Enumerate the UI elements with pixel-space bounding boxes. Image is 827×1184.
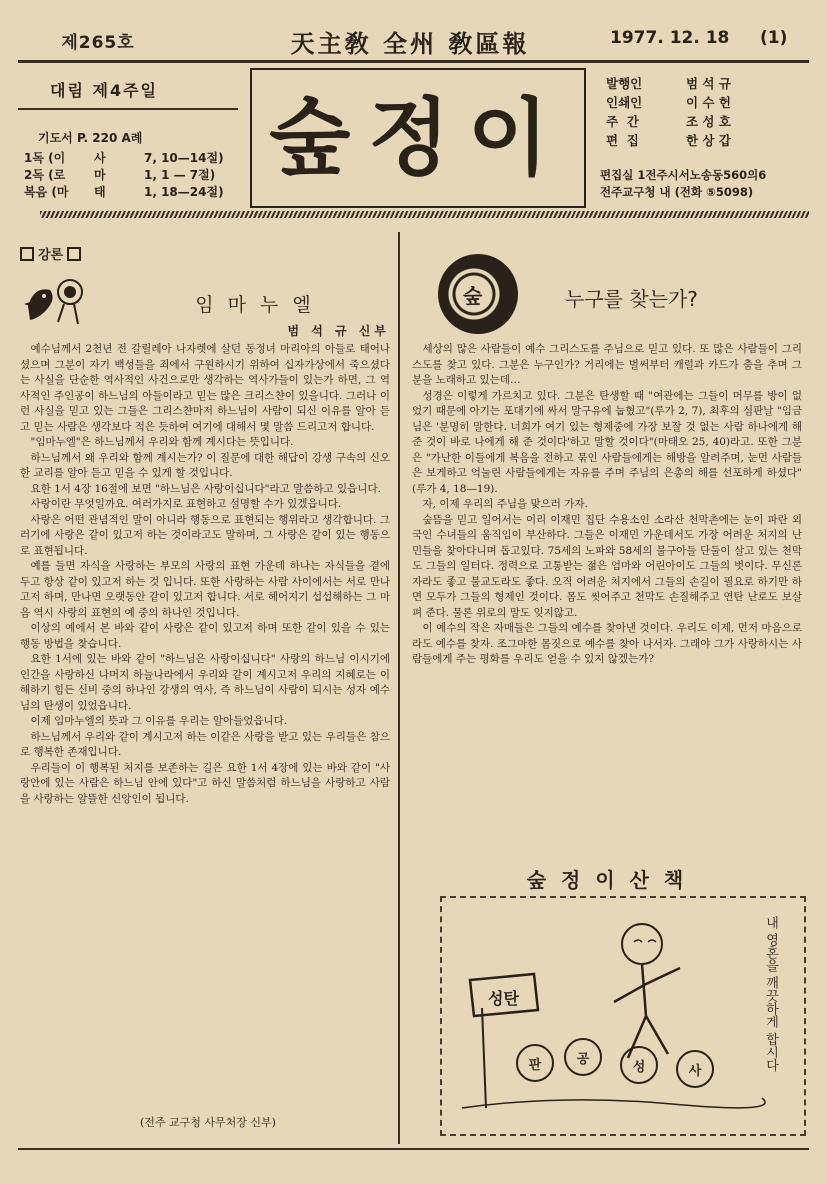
staff-row: [606, 131, 806, 150]
cartoon-sign: 성탄: [488, 989, 519, 1008]
stepping-stone: 공: [564, 1038, 602, 1076]
staff-row: [606, 112, 806, 131]
column-body: [412, 342, 802, 848]
paragraph: 요한 1서 4장 16절에 보면 "하느님은 사랑이십니다"라고 말씀하고 있읍니다.: [30, 482, 381, 495]
paragraph: 예를 들면 자식을 사랑하는 부모의 사랑의 표현 가운데 하나는 자식들을 곁에 두고 항상 같이 있고저 하는 것 입니다. 또한 사랑하는 사람 사이에서는 서로 만나고저 하며, 만나면 오랫동안 같이 있고저 합니다. 서로 헤어지기 섭섭해하는 그 마음 역시 사랑의 표현의 예 중의 하나인 것입니다.: [20, 560, 390, 619]
reading-row: [24, 150, 244, 167]
reading-label: 복음 (마: [24, 185, 69, 199]
reading-label: 2독 (로: [24, 168, 66, 182]
staff-row: [606, 93, 806, 112]
prayer-book-ref: 기도서 P. 220 A례: [38, 131, 143, 145]
stepping-stone: 사: [676, 1050, 714, 1088]
paragraph: 세상의 많은 사람들이 예수 그리스도를 주님으로 믿고 있다. 또 많은 사람들이 그리스도를 찾고 있다. 그분은 누구인가? 거리에는 벌써부터 캐럴과 카드가 춤을 추며 그분을 노래하고 있는데…: [412, 343, 802, 386]
liturgical-week: 대림 제4주일: [50, 81, 158, 100]
title-logo: 숲정이: [269, 89, 567, 187]
reading-ref: 1, 18—24절): [144, 185, 224, 199]
paragraph: 요한 1서에 있는 바와 같이 "하느님은 사랑이십니다" 사랑의 하느님 이시기에 인간을 사랑하신 나머지 하늘나라에서 우리와 같이 계시고저 우리의 지혜로는 이해하기 힘든 신비 중의 하나인 강생의 역사, 즉 하느님이 사람이 되시는 성자 예수님의 탄생이 있었읍니다.: [20, 653, 390, 712]
reading-book: 사: [94, 151, 106, 165]
reading-label: 1독 (이: [24, 151, 66, 165]
header-hatch-rule: [40, 211, 809, 218]
stepping-stone: 성: [620, 1046, 658, 1084]
reading-ref: 7, 10—14절): [144, 151, 224, 165]
column-badge-text: 숲: [463, 284, 483, 308]
editorial-body: [20, 342, 390, 1112]
reading-row: [24, 167, 244, 184]
column-title: 누구를 찾는가?: [565, 287, 698, 311]
week-rule: [18, 108, 238, 110]
box-icon: [20, 247, 34, 261]
paper-name: 天主敎 全州 敎區報: [290, 30, 530, 58]
paragraph: 사랑은 어떤 관념적인 말이 아니라 행동으로 표현되는 행위라고 생각합니다. 그러기에 사랑은 같이 있고저 하는 것이라고도 말하며, 그 사랑은 같이 있는 행동으로 표현됩니다.: [20, 513, 390, 557]
section-label: [20, 244, 81, 263]
reading-ref: 1, 1 — 7절): [144, 168, 216, 182]
paragraph: 이 예수의 작은 자매들은 그들의 예수를 찾아낸 것이다. 우리도 이제, 먼저 마음으로라도 예수를 찾자. 조그마한 몸짓으로 예수를 찾아 나서자. 그래야 그가 사랑하시는 사람들에게 주는 평화를 우리도 얻을 수 있지 않겠는가?: [412, 622, 802, 665]
cartoon-title: 숲 정 이 산 책: [526, 868, 688, 892]
paragraph: 하느님께서 왜 우리와 함께 계시는가? 이 질문에 대한 해답이 강생 구속의 신오한 교리를 알아 듣고 믿을 수 있게 할 것입니다.: [20, 451, 390, 479]
staff-name: 범 석 규: [686, 76, 731, 91]
reading-book: 마: [94, 168, 106, 182]
paragraph: 이상의 예에서 본 바와 같이 사랑은 같이 있고저 하며 또한 같이 있을 수 있는 행동 방법을 찾습니다.: [20, 622, 390, 650]
editorial-author: 범 석 규 신부: [287, 324, 390, 338]
office-phone: 전주교구청 내 (전화 ⑤5098): [600, 185, 754, 199]
cartoon-frame: [440, 896, 806, 1136]
paragraph: 하느님께서 우리와 같이 계시고저 하는 이같은 사랑을 받고 있는 우리들은 참으로 행복한 존재입니다.: [20, 730, 390, 758]
staff-role: 편 집: [606, 133, 639, 148]
page-number: (1): [760, 28, 788, 48]
column-badge: [438, 254, 518, 334]
paragraph: 예수님께서 2천년 전 갈릴레아 나자렛에 살던 동정녀 마리아의 아들로 태어나셨으며 그분이 자기 백성들을 죄에서 구원하시기 위하여 십자가상에서 죽으셨다는 사실을 단순한 역사적인 사건으로만 생각하는 역사가들이 있는가 하면, 그 역사적인 주인공이 하느님의 아들이라고 믿는 많은 크리스챤이 있을니다. 그러나 이런 사실을 믿고 있는 그들은 그리스챤마저 하느님이 사람이 되신 이유를 알아 듣고 믿는 사람은 생각보다 적은 듯하여 여기에 대해서 몇 말씀 드리고저 합니다.: [20, 343, 390, 433]
reading-row: [24, 184, 244, 201]
staff-list: [606, 74, 806, 150]
paragraph: "임마누엘"은 하느님께서 우리와 함께 계시다는 뜻입니다.: [30, 436, 294, 448]
title-logo-box: [250, 68, 586, 208]
editorial-signature: (전주 교구청 사무처장 신부): [140, 1116, 276, 1129]
paragraph: 숲뜸을 믿고 일어서는 이리 이재민 집단 수용소인 소라산 천막촌에는 눈이 파란 외국인 수녀들의 움직임이 부산하다. 그들은 이재민 가운데서도 가장 어려운 처지의 난민들을 찾아다니며 돕고있다. 75세의 노파와 58세의 불구아들 단둘이 살고 있는 천막도 그들의 일터다. 정력으로 고통받는 젊은 엄마와 어린아이도 그들의 벗이다. 무신론자라도 좋고 불교도라도 좋다. 오직 어려운 처지에서 그들의 손길이 필요로 하기만 하면 모두가 그들의 형제인 것이다. 몸도 씻어주고 천막도 손질해주고 연탄 난로도 보살펴 준다. 물론 위로의 말도 잊지않고.: [412, 513, 802, 619]
staff-role: 인쇄인: [606, 95, 643, 110]
staff-name: 조 성 호: [686, 114, 731, 129]
staff-name: 이 수 헌: [686, 95, 731, 110]
editorial-title: 임 마 누 엘: [195, 294, 315, 316]
paragraph: 우리들이 이 행복된 처지를 보존하는 길은 요한 1서 4장에 있는 바와 같이 "사랑안에 있는 사람은 하느님 안에 있다"고 하신 말씀처럼 하느님을 사랑하고 사람을 사랑하는 알뜰한 신앙인이 됩니다.: [20, 761, 390, 805]
issue-number: 제265호: [61, 33, 135, 53]
cartoon-caption: 내 영혼을 깨끗하게 합시다: [763, 916, 778, 1072]
readings-table: [24, 150, 244, 201]
paragraph: 자, 이제 우리의 주님을 맞으러 가자.: [422, 498, 588, 510]
staff-role: 발행인: [606, 76, 643, 91]
box-icon: [67, 247, 81, 261]
office-address: 편집실 1전주시서노송동560의6: [600, 168, 767, 182]
staff-role: 주 간: [606, 114, 639, 129]
bottom-rule: [18, 1148, 809, 1150]
issue-date: 1977. 12. 18: [610, 28, 730, 48]
staff-name: 한 상 갑: [686, 133, 731, 148]
staff-row: [606, 74, 806, 93]
paragraph: 이제 임마누엘의 뜻과 그 이유를 우리는 알아들었읍니다.: [30, 715, 288, 727]
masthead-rule: [18, 60, 809, 63]
paragraph: 성경은 이렇게 가르치고 있다. 그분은 탄생할 때 "여관에는 그들이 머무를 방이 없었기 때문에 아기는 포대기에 싸서 말구유에 눕혔고"(루가 2, 7), 최후의 심판날 "임금님은 '분명히 말한다. 너희가 여기 있는 형제중에 가장 보잘 것 없는 사람 하나에게 해 준 것이 바로 나에게 해 준 것이다'하고 말할 것이다"(마태오 25, 40)라고. 또한 그분은 "가난한 이들에게 복음을 전하고 묶인 사람들에게는 해방을 알려주며, 눈먼 사람들은 보게하고 억눌린 사람들에게는 자유를 주며 주님의 은총의 해를 선포하게 하셨다"(루가 4, 18—19).: [412, 389, 802, 495]
bird-flower-icon: [24, 270, 88, 328]
cartoon-drawing: [442, 898, 772, 1128]
reading-book: 태: [94, 185, 106, 199]
stepping-stone: 판: [516, 1044, 554, 1082]
paragraph: 사랑이란 무엇일까요. 여러가지로 표현하고 설명할 수가 있겠읍니다.: [30, 498, 342, 510]
column-divider: [398, 232, 400, 1144]
section-label-text: 강론: [38, 248, 64, 263]
